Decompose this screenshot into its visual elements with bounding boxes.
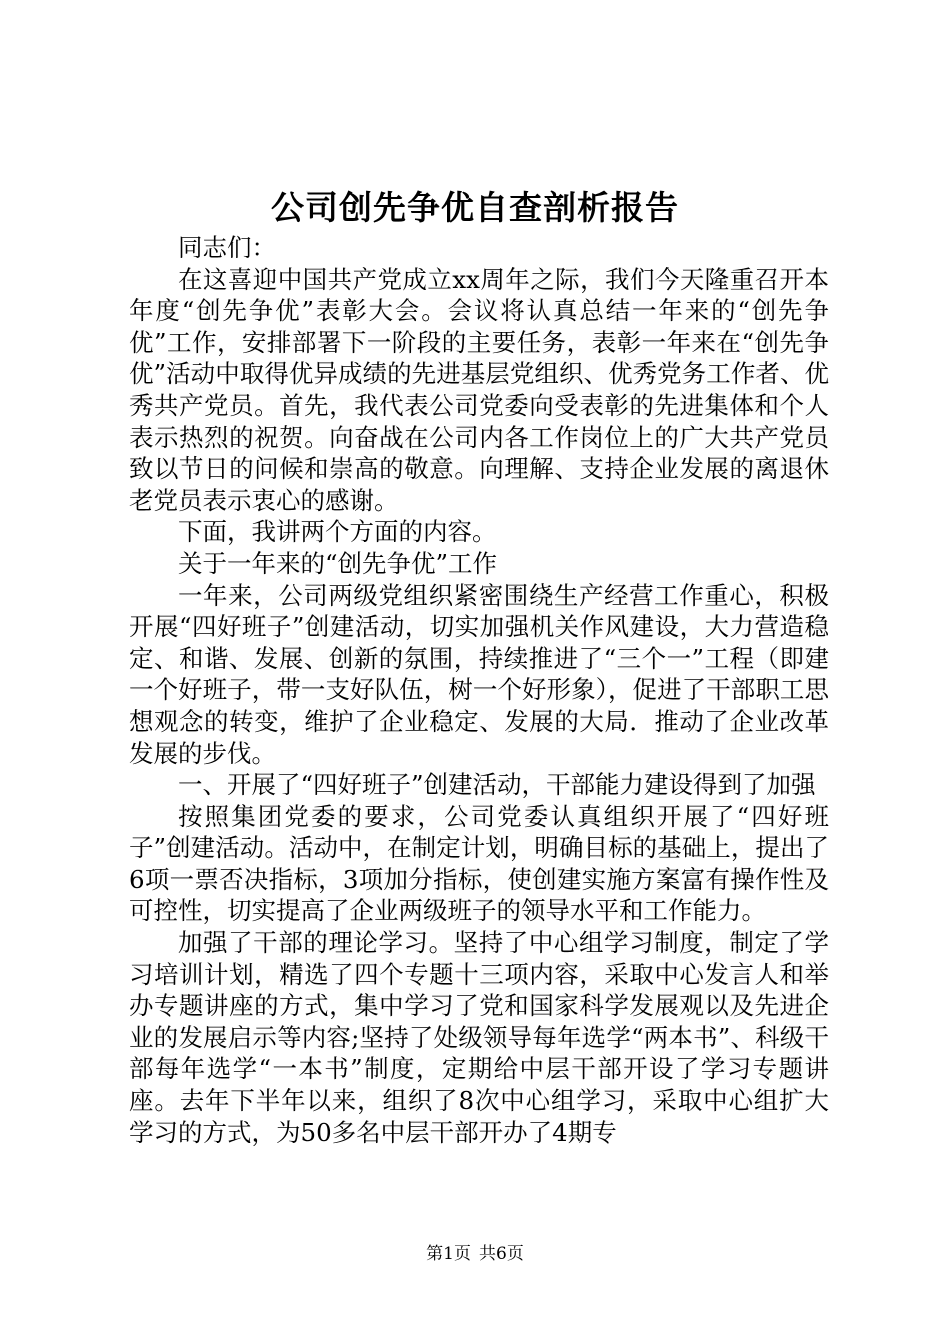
document-title: 公司创先争优自查剖析报告 [271,188,679,227]
body-paragraph: 按照集团党委的要求，公司党委认真组织开展了“四好班子”创建活动。活动中，在制定计划，明确目标的基础上，提出了6项一票否决指标，3项加分指标，使创建实施方案富有操作性及可控性，切实提高了企业两级班子的领导水平和工作能力。 [129,801,829,926]
page-number: 第1页 [426,1244,471,1264]
body-paragraph: 加强了干部的理论学习。坚持了中心组学习制度，制定了学习培训计划，精选了四个专题十三项内容，采取中心发言人和举办专题讲座的方式，集中学习了党和国家科学发展观以及先进企业的发展启示等内容;坚持了处级领导每年选学“两本书”、科级干部每年选学“一本书”制度，定期给中层干部开设了学习专题讲座。去年下半年以来，组织了8次中心组学习，采取中心组扩大学习的方式，为50多名中层干部开办了4期专 [129,928,829,1147]
page-footer [0,1242,950,1266]
opening-paragraph: 在这喜迎中国共产党成立xx周年之际，我们今天隆重召开本年度“创先争优”表彰大会。会议将认真总结一年来的“创先争优”工作，安排部署下一阶段的主要任务，表彰一年来在“创先争优”活动中取得优异成绩的先进基层党组织、优秀党务工作者、优秀共产党员。首先，我代表公司党委向受表彰的先进集体和个人表示热烈的祝贺。向奋战在公司内各工作岗位上的广大共产党员致以节日的问候和崇高的敬意。向理解、支持企业发展的离退休老党员表示衷心的感谢。 [129,264,829,515]
salutation-paragraph: 同志们： [178,233,276,262]
subsection-heading: 一、开展了“四好班子”创建活动，干部能力建设得到了加强 [178,770,816,800]
section-heading: 关于一年来的“创先争优”工作 [178,548,498,578]
summary-paragraph: 一年来，公司两级党组织紧密围绕生产经营工作重心，积极开展“四好班子”创建活动，切实加强机关作风建设，大力营造稳定、和谐、发展、创新的氛围，持续推进了“三个一”工程（即建一个好班子，带一支好队伍，树一个好形象），促进了干部职工思想观念的转变，维护了企业稳定、发展的大局．推动了企业改革发展的步伐。 [129,580,829,768]
document-body [129,232,829,1148]
page-total: 共6页 [479,1244,524,1264]
outline-paragraph: 下面，我讲两个方面的内容。 [178,517,497,547]
